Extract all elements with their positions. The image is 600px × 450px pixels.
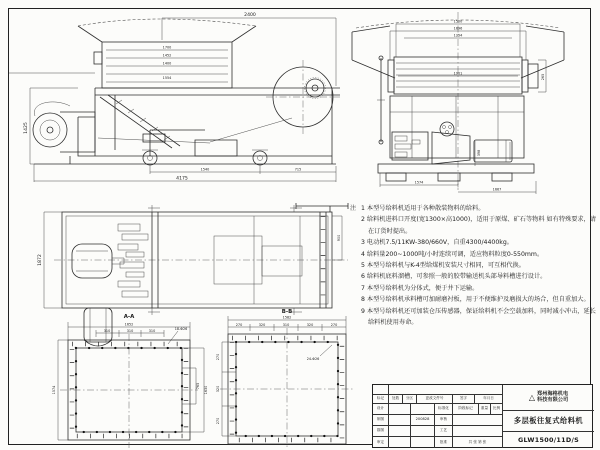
holes-callout: 18-Φ26: [174, 327, 188, 331]
date-cell: [411, 437, 435, 448]
note-item: 9 本型号给料机还可加装仓压传感器，保证给料机不会空载加料，同时减小冲击，延长给料机使用寿命。: [361, 307, 596, 327]
dim-label: 270: [216, 353, 220, 361]
rev-strip-cell: [373, 385, 389, 395]
sig-cell: [389, 437, 411, 448]
dim-label: 1652: [124, 322, 134, 327]
dim-label: 1901: [453, 71, 463, 76]
dim-label: 1872: [38, 254, 43, 266]
dim-label: 1425: [24, 122, 29, 134]
dim-label: 320: [258, 323, 266, 327]
dim-label: 310: [103, 329, 111, 333]
field-design: 设计: [373, 404, 389, 415]
notes-block: [350, 203, 596, 328]
rev-col-mark: 标记: [373, 395, 389, 404]
field-check: 审核: [435, 415, 453, 426]
dim-label: 4175: [176, 176, 188, 182]
section-b-view: [216, 309, 354, 448]
date-cell: 200828: [411, 415, 435, 426]
drawing-number: GLW1500/11D/S: [517, 436, 580, 445]
dim-label: 1452: [162, 53, 172, 58]
dim-label: 1696: [453, 26, 463, 31]
field-draw: 制图: [373, 415, 389, 426]
dim-label: 1554: [162, 76, 172, 80]
date-cell: [411, 404, 435, 415]
rev-col-count: 处数: [389, 395, 403, 404]
note-item: 6 给料机底料溜槽，可参照一般的胶带输送机头部导料槽进行设计。: [361, 273, 547, 281]
dim-label: 1700: [162, 45, 172, 50]
dim-label: 398: [477, 149, 481, 157]
field-weight: 重量: [479, 404, 491, 415]
dim-label: 2400: [244, 13, 256, 18]
dim-label: 310: [148, 329, 156, 333]
end-view: [352, 12, 564, 194]
rev-strip: [389, 385, 503, 395]
section-b-label: B-B: [281, 309, 293, 315]
sheet-count: 共 张 第 张: [453, 437, 503, 448]
field-standard: 标准化: [435, 404, 453, 415]
company-name: 郑州海格机电 科技有限公司: [537, 390, 569, 403]
dim-label: 1540: [200, 167, 210, 172]
note-item: 3 电动机7.5/11KW-380/660V，自重4300/4400kg。: [361, 239, 513, 247]
dim-label: 320: [216, 385, 220, 393]
dim-label: 1400: [162, 61, 172, 66]
company-logo-icon: △: [528, 392, 535, 402]
drawing-title: 多层板往复式给料机: [503, 411, 594, 432]
plan-view: [37, 203, 348, 346]
dim-label: 270: [235, 323, 243, 327]
sig-cell: [389, 404, 411, 415]
stage-value: [453, 415, 503, 426]
note-item: 7 本型号给料机为分体式，便于井下运输。: [361, 284, 479, 292]
dim-label: 310: [126, 329, 134, 333]
dim-label: 320: [306, 323, 314, 327]
field-approve: 批准: [435, 437, 453, 448]
dim-label: 1582: [282, 315, 292, 320]
note-item: 8 本型号给料机承料槽可加耐磨衬板，用于不便维护及磨损大的场合，但自重加大。: [361, 296, 590, 304]
date-cell: [411, 426, 435, 437]
rev-col-sign: 签字: [453, 395, 475, 404]
dim-label: 765: [196, 382, 200, 390]
note-item: 1 本型号给料机适用于各种散装物料的给料。: [361, 205, 485, 212]
dim-label: 270: [330, 323, 338, 327]
side-view: [9, 12, 340, 182]
company-cell: [503, 385, 594, 411]
section-a-view: [52, 314, 208, 448]
dim-label: 310: [282, 323, 290, 327]
notes-label: 注: [350, 205, 357, 212]
holes-callout: 24-Φ26: [306, 357, 320, 361]
dim-label: 265: [541, 73, 545, 81]
dim-label: 1574: [414, 180, 424, 185]
sig-cell: [389, 426, 411, 437]
notes-list: [361, 203, 596, 328]
section-a-label: A-A: [123, 314, 135, 320]
dim-label: 1630: [204, 385, 208, 395]
note-item: 4 给料量200~1000吨/小时连续可调，适应物料粒度0-550mm。: [361, 250, 544, 258]
rev-col-date: 年月日: [475, 395, 503, 404]
field-scale: 比例: [491, 404, 503, 415]
dim-label: 900: [337, 234, 341, 242]
dim-label: 1254: [453, 33, 463, 38]
field-stage: 阶段标记: [453, 404, 479, 415]
field-approve-left: 审定: [373, 437, 389, 448]
field-trace: 描图: [373, 426, 389, 437]
note-item: 5 本型号给料机与K-4型给煤机安装尺寸相同，可互相代换。: [361, 262, 525, 270]
dim-label: 1574: [52, 385, 56, 395]
title-block: [372, 384, 593, 448]
note-item: 2 给料机进料口开度(宽1300×高1000)，适用于原煤、矿石等物料 如有特殊要求，请在订货时提出。: [361, 216, 596, 235]
stage-value: [453, 426, 503, 437]
sig-cell: [389, 415, 411, 426]
dim-label: 270: [216, 417, 220, 425]
dim-label: 1667: [492, 187, 502, 192]
rev-col-zone: 分区: [403, 395, 417, 404]
rev-col-docno: 更改文件号: [417, 395, 453, 404]
dim-label: 1500: [453, 19, 463, 24]
field-process: 工艺: [435, 426, 453, 437]
dim-label: 715: [294, 167, 302, 172]
